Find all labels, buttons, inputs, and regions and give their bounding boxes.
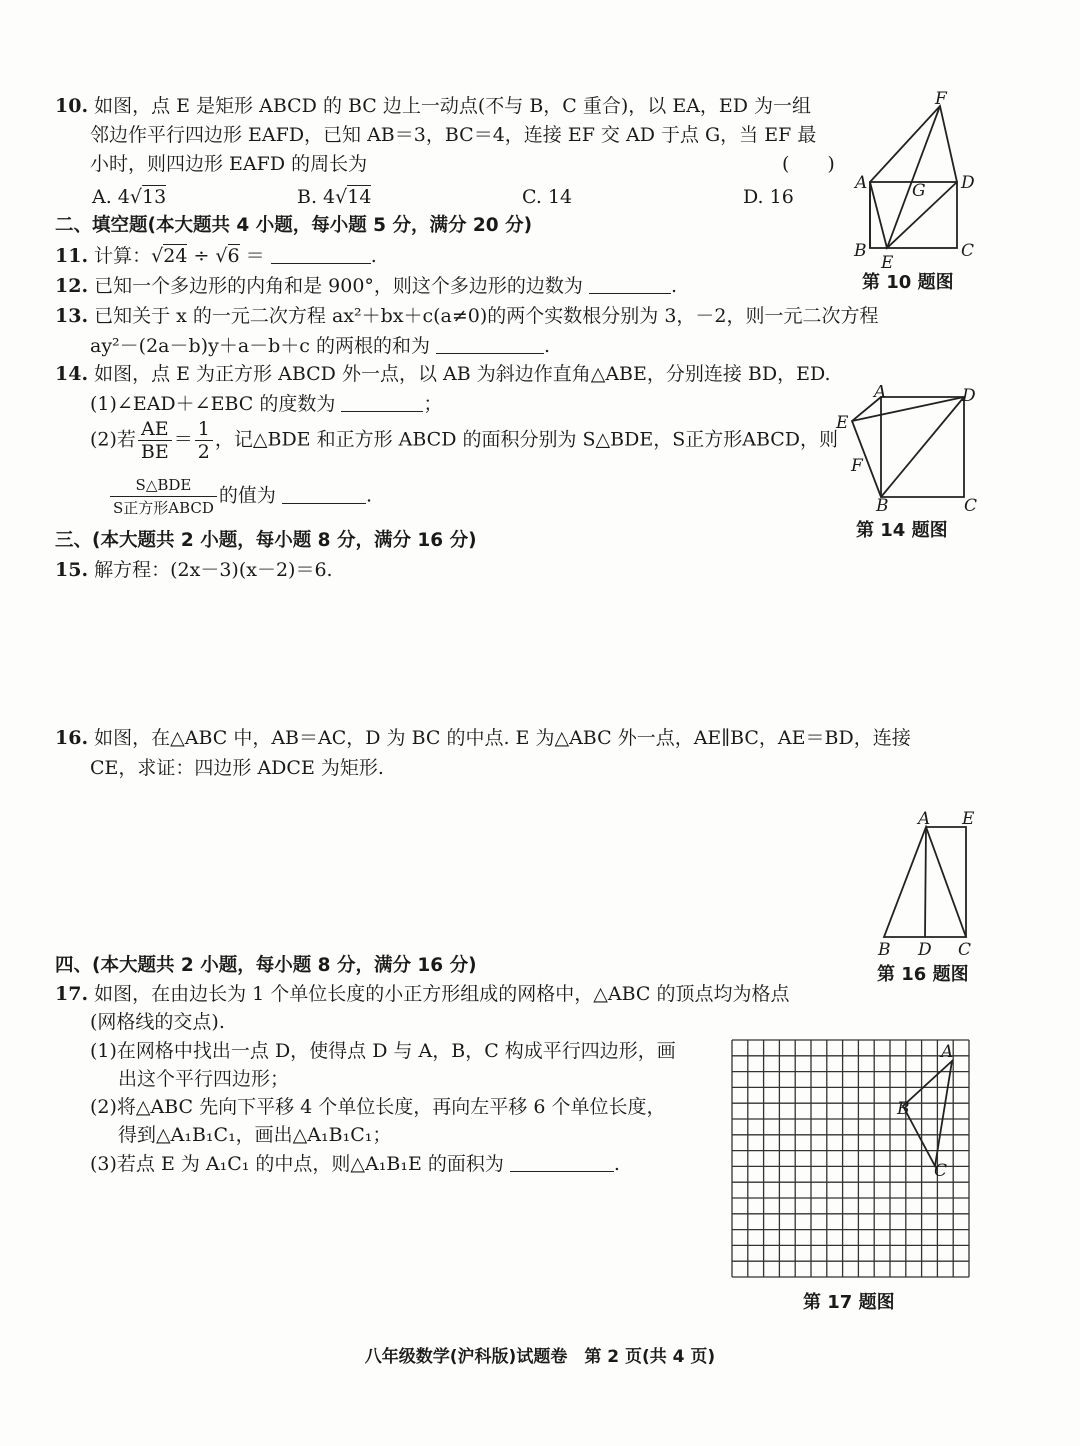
q17-line-1 [55, 980, 790, 1008]
q10-line-3: 小时，则四边形 EAFD 的周长为 [90, 153, 368, 175]
sqrt-symbol: √ [151, 245, 164, 267]
q14-equals: ＝ [173, 428, 193, 451]
sqrt-symbol: √ [129, 186, 142, 208]
sqrt-symbol: √ [335, 186, 348, 208]
q14-fraction-area-numerator: S△BDE [110, 474, 217, 497]
q17-line-2: (网格线的交点). [90, 1011, 225, 1033]
q11-answer-blank[interactable] [271, 243, 371, 264]
q14-fraction-ae-be-numerator: AE [138, 418, 172, 441]
q11-prefix: 计算： [94, 245, 152, 267]
fig14-caption: 第 14 题图 [856, 520, 948, 541]
fig14-label-a: A [874, 385, 887, 402]
fig14-triangle-abe [852, 397, 881, 497]
q14-fraction-area-denominator: S正方形ABCD [113, 499, 214, 517]
q13-period: . [544, 335, 551, 357]
q14-part-3 [108, 474, 372, 519]
fig14-label-f: F [851, 456, 863, 476]
q16-line-2: CE，求证：四边形 ADCE 为矩形. [90, 757, 384, 779]
q13-text-1: 已知关于 x 的一元二次方程 ax²＋bx＋c(a≠0)的两个实数根分别为 3，－2，则一元二次方程 [94, 305, 879, 327]
fig14-label-c: C [964, 496, 978, 515]
q17-sub-3-text: (3)若点 E 为 A₁C₁ 的中点，则△A₁B₁E 的面积为 [90, 1153, 504, 1175]
fig16-label-b: B [878, 940, 891, 960]
q10-option-d: D. 16 [743, 186, 794, 208]
q11-divide: ÷ [187, 245, 216, 267]
section-4-heading: 四、(本大题共 2 小题，每小题 8 分，满分 16 分) [55, 955, 477, 976]
fig14-label-d: D [962, 386, 976, 406]
q15-line [55, 556, 333, 584]
q14-part-1-end: ； [423, 393, 443, 415]
q14-text-1: 如图，点 E 为正方形 ABCD 外一点，以 AB 为斜边作直角△ABE，分别连接 BD，ED. [94, 363, 831, 385]
figure-14 [830, 385, 990, 515]
q14-fraction-half-denominator: 2 [197, 441, 210, 463]
q17-sub-3 [90, 1150, 620, 1178]
fig16-segment-ad [925, 827, 926, 937]
section-2-heading: 二、填空题(本大题共 4 小题，每小题 5 分，满分 20 分) [55, 215, 533, 236]
q14-fraction-half [195, 418, 213, 463]
q13-text-2: ay²－(2a－b)y＋a－b＋c 的两根的和为 [90, 335, 430, 357]
q11-radicand-1: 24 [163, 245, 188, 267]
fig17-label-c: C [934, 1161, 948, 1181]
q14-line-1 [55, 360, 831, 388]
q12-period: . [670, 275, 678, 297]
q10-number: 10. [55, 95, 89, 117]
fig10-label-d: D [961, 173, 975, 193]
q17-sub-3-blank[interactable] [510, 1151, 614, 1172]
q10-option-a-radicand: 13 [142, 186, 167, 208]
q12-answer-blank[interactable] [589, 273, 671, 294]
fig10-segment-ef [887, 106, 940, 248]
q15-number: 15. [55, 559, 89, 581]
fig17-label-b: B [897, 1099, 910, 1119]
fig16-label-c: C [958, 940, 972, 960]
q17-sub-1a: (1)在网格中找出一点 D，使得点 D 与 A，B，C 构成平行四边形，画 [90, 1040, 676, 1062]
fig10-label-f: F [935, 90, 947, 109]
fig16-label-a: A [918, 809, 931, 829]
q10-option-b [297, 183, 371, 211]
q11-period: . [370, 245, 377, 267]
q14-part-1 [90, 390, 442, 418]
q14-part-3-blank[interactable] [282, 483, 366, 504]
fig17-label-a: A [941, 1042, 954, 1062]
q10-option-a-label: A. 4 [92, 186, 130, 208]
fig14-label-b: B [876, 496, 889, 515]
figure-17-grid [725, 1033, 980, 1288]
q10-line-2: 邻边作平行四边形 EAFD，已知 AB＝3，BC＝4，连接 EF 交 AD 于点 G，当 EF 最 [90, 124, 817, 146]
fig10-caption: 第 10 题图 [862, 272, 954, 293]
fig16-label-d: D [918, 940, 932, 960]
q10-option-c: C. 14 [522, 186, 573, 208]
q17-number: 17. [55, 983, 89, 1005]
q14-part-2 [90, 418, 838, 463]
q11-number: 11. [55, 245, 89, 267]
q10-option-b-label: B. 4 [297, 186, 336, 208]
q17-sub-3-end: . [613, 1153, 620, 1175]
q16-line-1 [55, 724, 911, 752]
fig10-label-e: E [881, 253, 894, 273]
q13-line-2 [90, 332, 550, 360]
q10-option-b-radicand: 14 [347, 186, 372, 208]
q17-text-1: 如图，在由边长为 1 个单位长度的小正方形组成的网格中，△ABC 的顶点均为格点 [94, 983, 790, 1005]
q11-radicand-2: 6 [227, 245, 240, 267]
q14-fraction-half-numerator: 1 [195, 418, 213, 441]
q17-sub-2b: 得到△A₁B₁C₁，画出△A₁B₁C₁； [118, 1124, 392, 1146]
fig10-label-g: G [912, 181, 926, 201]
q14-fraction-area-ratio [110, 474, 217, 519]
q14-fraction-ae-be [138, 418, 172, 463]
q10-text-1: 如图，点 E 是矩形 ABCD 的 BC 边上一动点(不与 B，C 重合)，以 EA，ED 为一组 [94, 95, 812, 117]
q13-number: 13. [55, 305, 89, 327]
q14-part-2-prefix: (2)若 [90, 428, 136, 451]
figure-16 [870, 805, 985, 960]
q12-line [55, 272, 677, 300]
q14-part-2-text: ，记△BDE 和正方形 ABCD 的面积分别为 S△BDE，S正方形ABCD，则 [214, 428, 839, 451]
q12-number: 12. [55, 275, 89, 297]
fig10-label-b: B [854, 241, 867, 261]
q14-part-3-end: . [365, 484, 373, 507]
q13-answer-blank[interactable] [436, 333, 544, 354]
fig16-caption: 第 16 题图 [877, 964, 969, 985]
section-3-heading: 三、(本大题共 2 小题，每小题 8 分，满分 16 分) [55, 530, 477, 551]
fig17-grid-lines [732, 1040, 969, 1277]
q14-part-1-blank[interactable] [341, 391, 423, 412]
q14-part-1-text: (1)∠EAD＋∠EBC 的度数为 [90, 393, 336, 415]
q11-line [55, 242, 377, 270]
q15-text: 解方程：(2x－3)(x－2)＝6. [94, 559, 333, 581]
figure-10 [840, 90, 990, 275]
fig14-label-e: E [836, 413, 849, 433]
q12-text: 已知一个多边形的内角和是 900°，则这个多边形的边数为 [94, 275, 583, 297]
q14-fraction-ae-be-denominator: BE [140, 441, 169, 463]
fig10-label-c: C [961, 241, 975, 261]
q14-number: 14. [55, 363, 89, 385]
q10-line-1 [55, 92, 811, 120]
q16-text-1: 如图，在△ABC 中，AB＝AC，D 为 BC 的中点. E 为△ABC 外一点，AE∥BC，AE＝BD，连接 [94, 727, 911, 749]
sqrt-symbol: √ [215, 245, 228, 267]
q16-number: 16. [55, 727, 89, 749]
q10-answer-paren: ( ) [782, 153, 835, 175]
q11-equals: ＝ [239, 245, 265, 267]
q17-sub-2a: (2)将△ABC 先向下平移 4 个单位长度，再向左平移 6 个单位长度， [90, 1096, 666, 1118]
q17-sub-1b: 出这个平行四边形； [118, 1068, 290, 1090]
fig10-label-a: A [855, 173, 868, 193]
q13-line-1 [55, 302, 879, 330]
fig16-label-e: E [962, 809, 975, 829]
fig17-caption: 第 17 题图 [803, 1292, 895, 1313]
q14-part-3-text: 的值为 [218, 484, 276, 507]
page-footer: 八年级数学(沪科版)试题卷 第 2 页(共 4 页) [364, 1347, 716, 1367]
q10-option-a [92, 183, 166, 211]
